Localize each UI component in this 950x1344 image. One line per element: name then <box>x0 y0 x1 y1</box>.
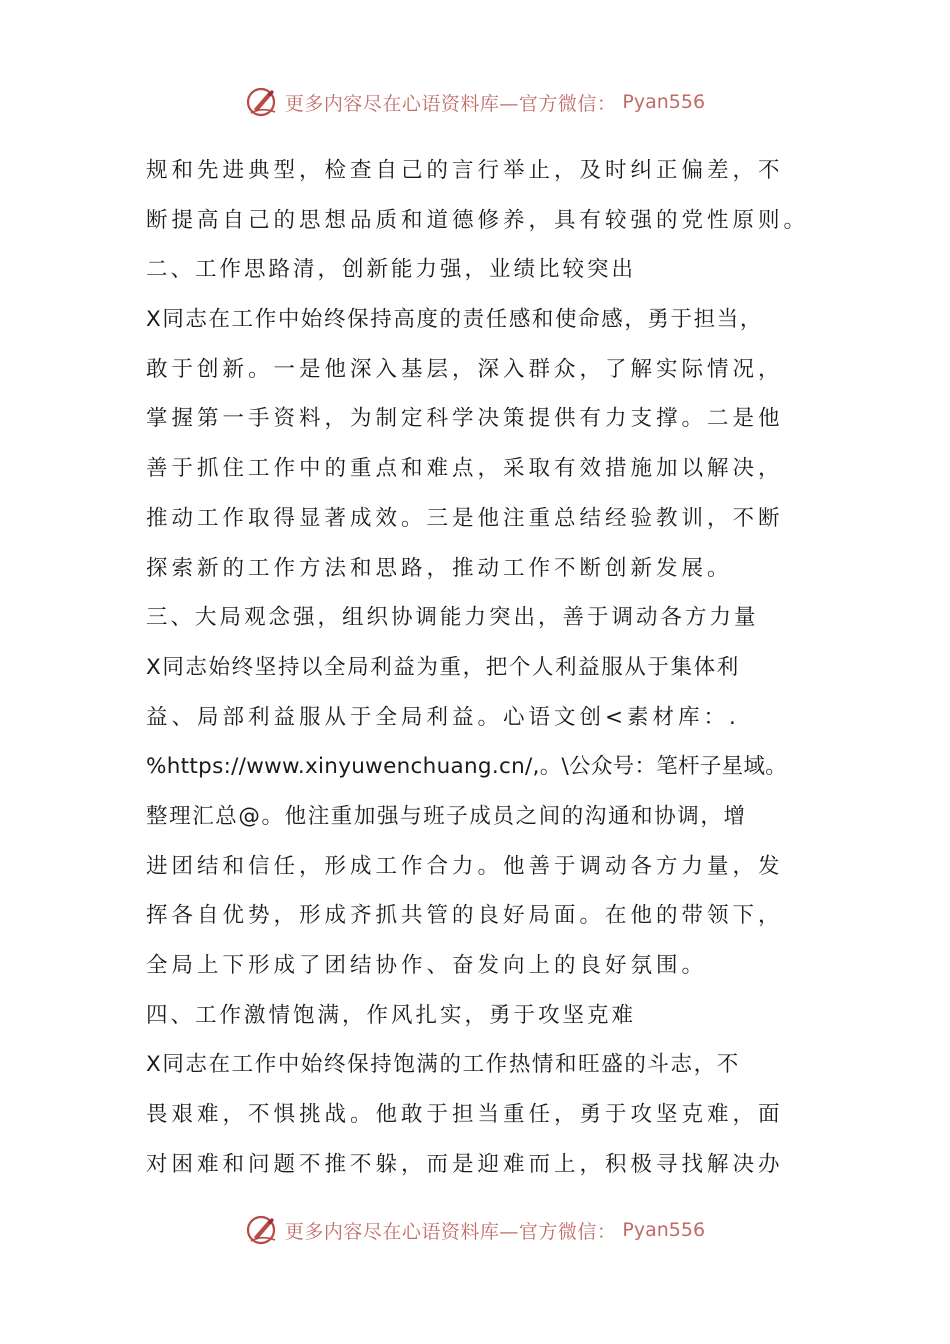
watermark-wechat-id: Pyan556 <box>622 1219 706 1241</box>
section-heading: 四、工作激情饱满，作风扎实，勇于攻坚克难 <box>146 1002 637 1028</box>
text-line: 善于抓住工作中的重点和难点，采取有效措施加以解决， <box>146 456 784 482</box>
text-line: X同志在工作中始终保持饱满的工作热情和旺盛的斗志，不 <box>146 1052 740 1078</box>
text-line: X同志始终坚持以全局利益为重，把个人利益服从于集体利 <box>146 654 740 680</box>
text-line: 益、局部利益服从于全局利益。心语文创<素材库：. <box>146 704 740 730</box>
text-line: 推动工作取得显著成效。三是他注重总结经验教训，不断 <box>146 505 784 531</box>
text-line: 规和先进典型，检查自己的言行举止，及时纠正偏差，不 <box>146 158 784 183</box>
watermark-wechat-id: Pyan556 <box>622 91 706 113</box>
text-line: 对困难和问题不推不躲，而是迎难而上，积极寻找解决办 <box>146 1151 784 1177</box>
text-line: 全局上下形成了团结协作、奋发向上的良好氛围。 <box>146 953 708 978</box>
text-line: %https://www.xinyuwenchuang.cn/,。\公众号：笔杆子星域。 <box>146 754 788 780</box>
text-line: 进团结和信任，形成工作合力。他善于调动各方力量，发 <box>146 853 784 879</box>
section-heading: 三、大局观念强，组织协调能力突出，善于调动各方力量 <box>146 605 759 631</box>
watermark-text: 更多内容尽在心语资料库—官方微信： <box>284 92 617 115</box>
text-line: 掌握第一手资料，为制定科学决策提供有力支撑。二是他 <box>146 406 784 432</box>
header-watermark <box>0 82 950 122</box>
text-line: 挥各自优势，形成齐抓共管的良好局面。在他的带领下， <box>146 903 784 929</box>
text-line: 探索新的工作方法和思路，推动工作不断创新发展。 <box>146 555 733 581</box>
pen-seal-logo-icon <box>245 85 279 119</box>
footer-watermark <box>0 1210 950 1250</box>
text-line: 畏艰难，不惧挑战。他敢于担当重任，勇于攻坚克难，面 <box>146 1102 784 1128</box>
watermark-text: 更多内容尽在心语资料库—官方微信： <box>284 1220 617 1243</box>
pen-seal-logo-icon <box>245 1213 279 1247</box>
text-line: 敢于创新。一是他深入基层，深入群众，了解实际情况， <box>146 356 784 382</box>
body-text <box>146 146 826 1189</box>
text-line: 整理汇总@。他注重加强与班子成员之间的沟通和协调，增 <box>146 803 747 829</box>
text-line: 断提高自己的思想品质和道德修养，具有较强的党性原则。 <box>146 207 810 233</box>
text-line: X同志在工作中始终保持高度的责任感和使命感，勇于担当， <box>146 307 763 333</box>
section-heading: 二、工作思路清，创新能力强，业绩比较突出 <box>146 257 637 283</box>
